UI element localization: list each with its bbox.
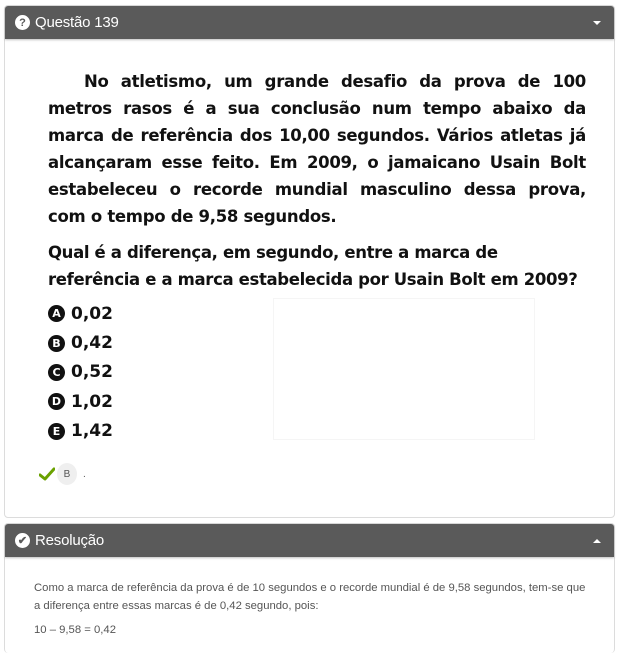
option-letter-icon: C: [48, 364, 65, 381]
option-value: 0,52: [71, 362, 113, 383]
option-letter-icon: A: [48, 305, 65, 322]
check-icon: [39, 467, 55, 481]
option-letter-icon: D: [48, 393, 65, 410]
question-title: Questão 139: [35, 14, 119, 31]
option-value: 1,02: [71, 391, 113, 412]
check-circle-icon: ✔: [15, 533, 30, 548]
correct-answer: [39, 463, 86, 485]
resolution-paragraph: Como a marca de referência da prova é de 10 segundos e o recorde mundial é de 9,58 segundos, tem-se que a diferença entre essas marcas é de 0,42 segundo, pois:: [34, 582, 586, 612]
resolution-title: Resolução: [35, 532, 105, 549]
resolution-equation: 10 – 9,58 = 0,42: [34, 624, 116, 636]
resolution-panel-header[interactable]: [5, 524, 614, 557]
option-value: 1,42: [71, 421, 113, 442]
caret-up-icon[interactable]: [593, 539, 601, 543]
faded-background-figure: [273, 298, 535, 440]
resolution-panel: [4, 523, 615, 653]
option-value: 0,42: [71, 333, 113, 354]
resolution-body: [5, 557, 614, 639]
question-panel: [4, 5, 615, 518]
answer-letter-badge: B: [57, 463, 77, 485]
question-stem: No atletismo, um grande desafio da prova de 100 metros rasos é a sua conclusão num tempo abaixo da marca de referência dos 10,00 segundos. Vários atletas já alcançaram esse feito. Em 2009, o jamaicano Usain Bolt estabeleceu o recorde mundial masculino dessa prova, com o tempo de 9,58 segundos.: [48, 72, 586, 226]
question-circle-icon: ?: [15, 15, 30, 30]
question-panel-header[interactable]: [5, 6, 614, 39]
question-image: [33, 58, 593, 458]
option-letter-icon: B: [48, 335, 65, 352]
caret-down-icon[interactable]: [593, 21, 601, 25]
question-prompt: Qual é a diferença, em segundo, entre a marca de referência e a marca estabelecida por Usain Bolt em 2009?: [48, 243, 578, 289]
answer-suffix: .: [83, 468, 86, 480]
option-value: 0,02: [71, 303, 113, 324]
option-letter-icon: E: [48, 423, 65, 440]
